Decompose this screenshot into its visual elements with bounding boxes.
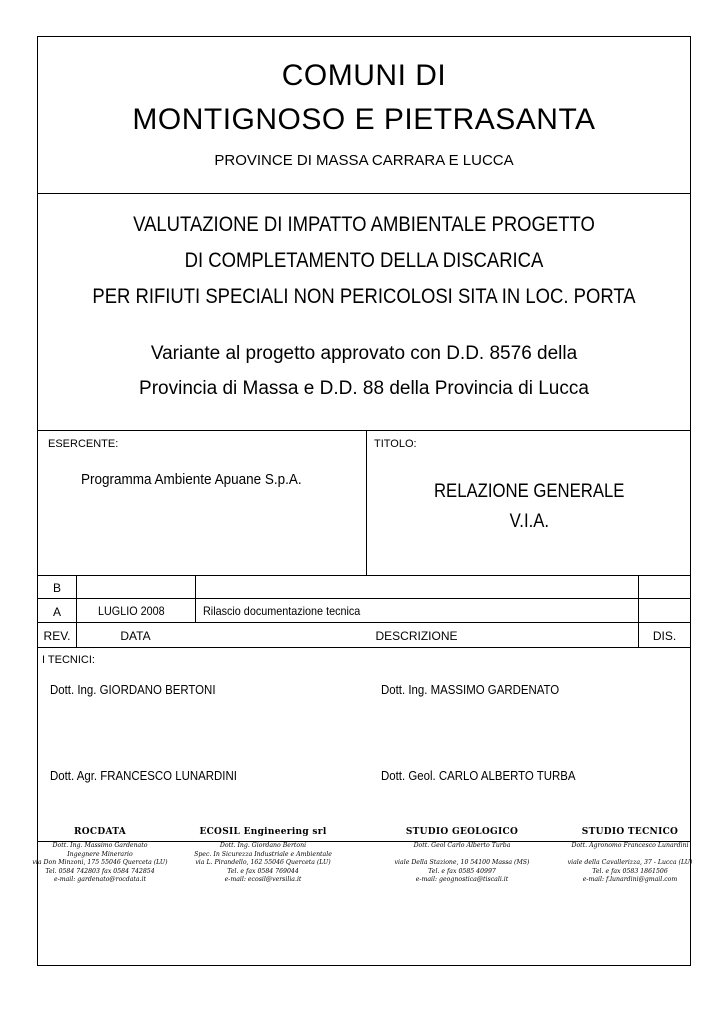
titolo-line-2: V.I.A. [509, 511, 549, 532]
studio-line: Ingegnere Minerario [67, 850, 133, 858]
studio-line: viale della Cavallerizza, 37 - Lucca (LU) [567, 859, 693, 867]
studio-name: STUDIO TECNICO [581, 827, 679, 837]
studio-line: via Don Minzoni, 175 55046 Querceta (LU) [32, 859, 168, 867]
studio-line: Tel. e fax 0583 1861506 [592, 867, 668, 875]
tecnico-name: Dott. Agr. FRANCESCO LUNARDINI [50, 768, 237, 783]
studio-block-rocdata [25, 827, 175, 885]
studio-line: Dott. Ing. Giordano Bertoni [219, 842, 307, 849]
titolo-line-1: RELAZIONE GENERALE [433, 481, 625, 502]
title-line-2: MONTIGNOSO E PIETRASANTA [132, 103, 596, 136]
divider [38, 575, 690, 576]
esercente-value: Programma Ambiente Apuane S.p.A. [81, 471, 302, 488]
studio-name: ROCDATA [73, 827, 127, 837]
data-header: DATA [120, 629, 151, 643]
studio-line: Tel. e fax 0585 40997 [428, 867, 496, 875]
project-line-1: VALUTAZIONE DI IMPATTO AMBIENTALE PROGETTO [133, 213, 595, 236]
divider [38, 647, 690, 648]
project-line-3: PER RIFIUTI SPECIALI NON PERICOLOSI SITA IN LOC. PORTA [92, 285, 636, 308]
divider [38, 193, 690, 194]
project-line-2: DI COMPLETAMENTO DELLA DISCARICA [184, 249, 544, 272]
studio-line: e-mail: geognostica@tiscali.it [415, 876, 509, 884]
rev-b: B [52, 581, 61, 595]
tecnico-name: Dott. Geol. CARLO ALBERTO TURBA [381, 768, 576, 783]
studio-line: e-mail: ecosil@versilia.it [224, 876, 302, 884]
studio-line: Spec. In Sicurezza Industriale e Ambientale [194, 850, 332, 858]
studio-line: via L. Pirandello, 162 55046 Querceta (LU) [195, 859, 331, 867]
studio-line: viale Della Stazione, 10 54100 Massa (MS) [394, 859, 530, 867]
province-line: PROVINCE DI MASSA CARRARA E LUCCA [214, 152, 514, 169]
studio-line: Tel. 0584 742803 fax 0584 742854 [45, 867, 155, 875]
studio-block-geologico [387, 827, 537, 885]
titolo-label: TITOLO: [374, 438, 417, 450]
studio-block-ecosil [188, 827, 338, 885]
tecnici-label: I TECNICI: [42, 654, 95, 666]
rev-a-date: LUGLIO 2008 [98, 604, 165, 618]
rev-header: REV. [43, 629, 71, 643]
tecnico-name: Dott. Ing. GIORDANO BERTONI [50, 682, 216, 697]
studio-line: e-mail: gardenato@rocdata.it [53, 876, 147, 884]
studio-line: Dott. Agronomo Francesco Lunardini [571, 842, 689, 849]
variant-line-2: Provincia di Massa e D.D. 88 della Provincia di Lucca [139, 378, 589, 399]
title-line-1: COMUNI DI [281, 59, 447, 92]
studio-line: Dott. Ing. Massimo Gardenato [52, 842, 148, 849]
dis-header: DIS. [652, 629, 677, 643]
studio-line: Tel. e fax 0584 769044 [227, 867, 299, 875]
rev-a: A [52, 605, 61, 619]
studio-line: e-mail: f.lunardini@gmail.com [582, 876, 678, 884]
studio-name: STUDIO GEOLOGICO [405, 827, 519, 837]
divider [38, 622, 690, 623]
rev-a-description: Rilascio documentazione tecnica [203, 604, 361, 618]
studio-name: ECOSIL Engineering srl [199, 827, 327, 837]
divider [195, 575, 196, 623]
studio-line: Dott. Geol Carlo Alberto Turba [413, 842, 511, 849]
studio-block-tecnico [555, 827, 705, 885]
variant-line-1: Variante al progetto approvato con D.D. 8576 della [150, 343, 578, 364]
descrizione-header: DESCRIZIONE [375, 629, 458, 643]
divider [38, 598, 690, 599]
esercente-label: ESERCENTE: [48, 438, 119, 450]
divider [38, 430, 690, 431]
tecnico-name: Dott. Ing. MASSIMO GARDENATO [381, 682, 560, 697]
